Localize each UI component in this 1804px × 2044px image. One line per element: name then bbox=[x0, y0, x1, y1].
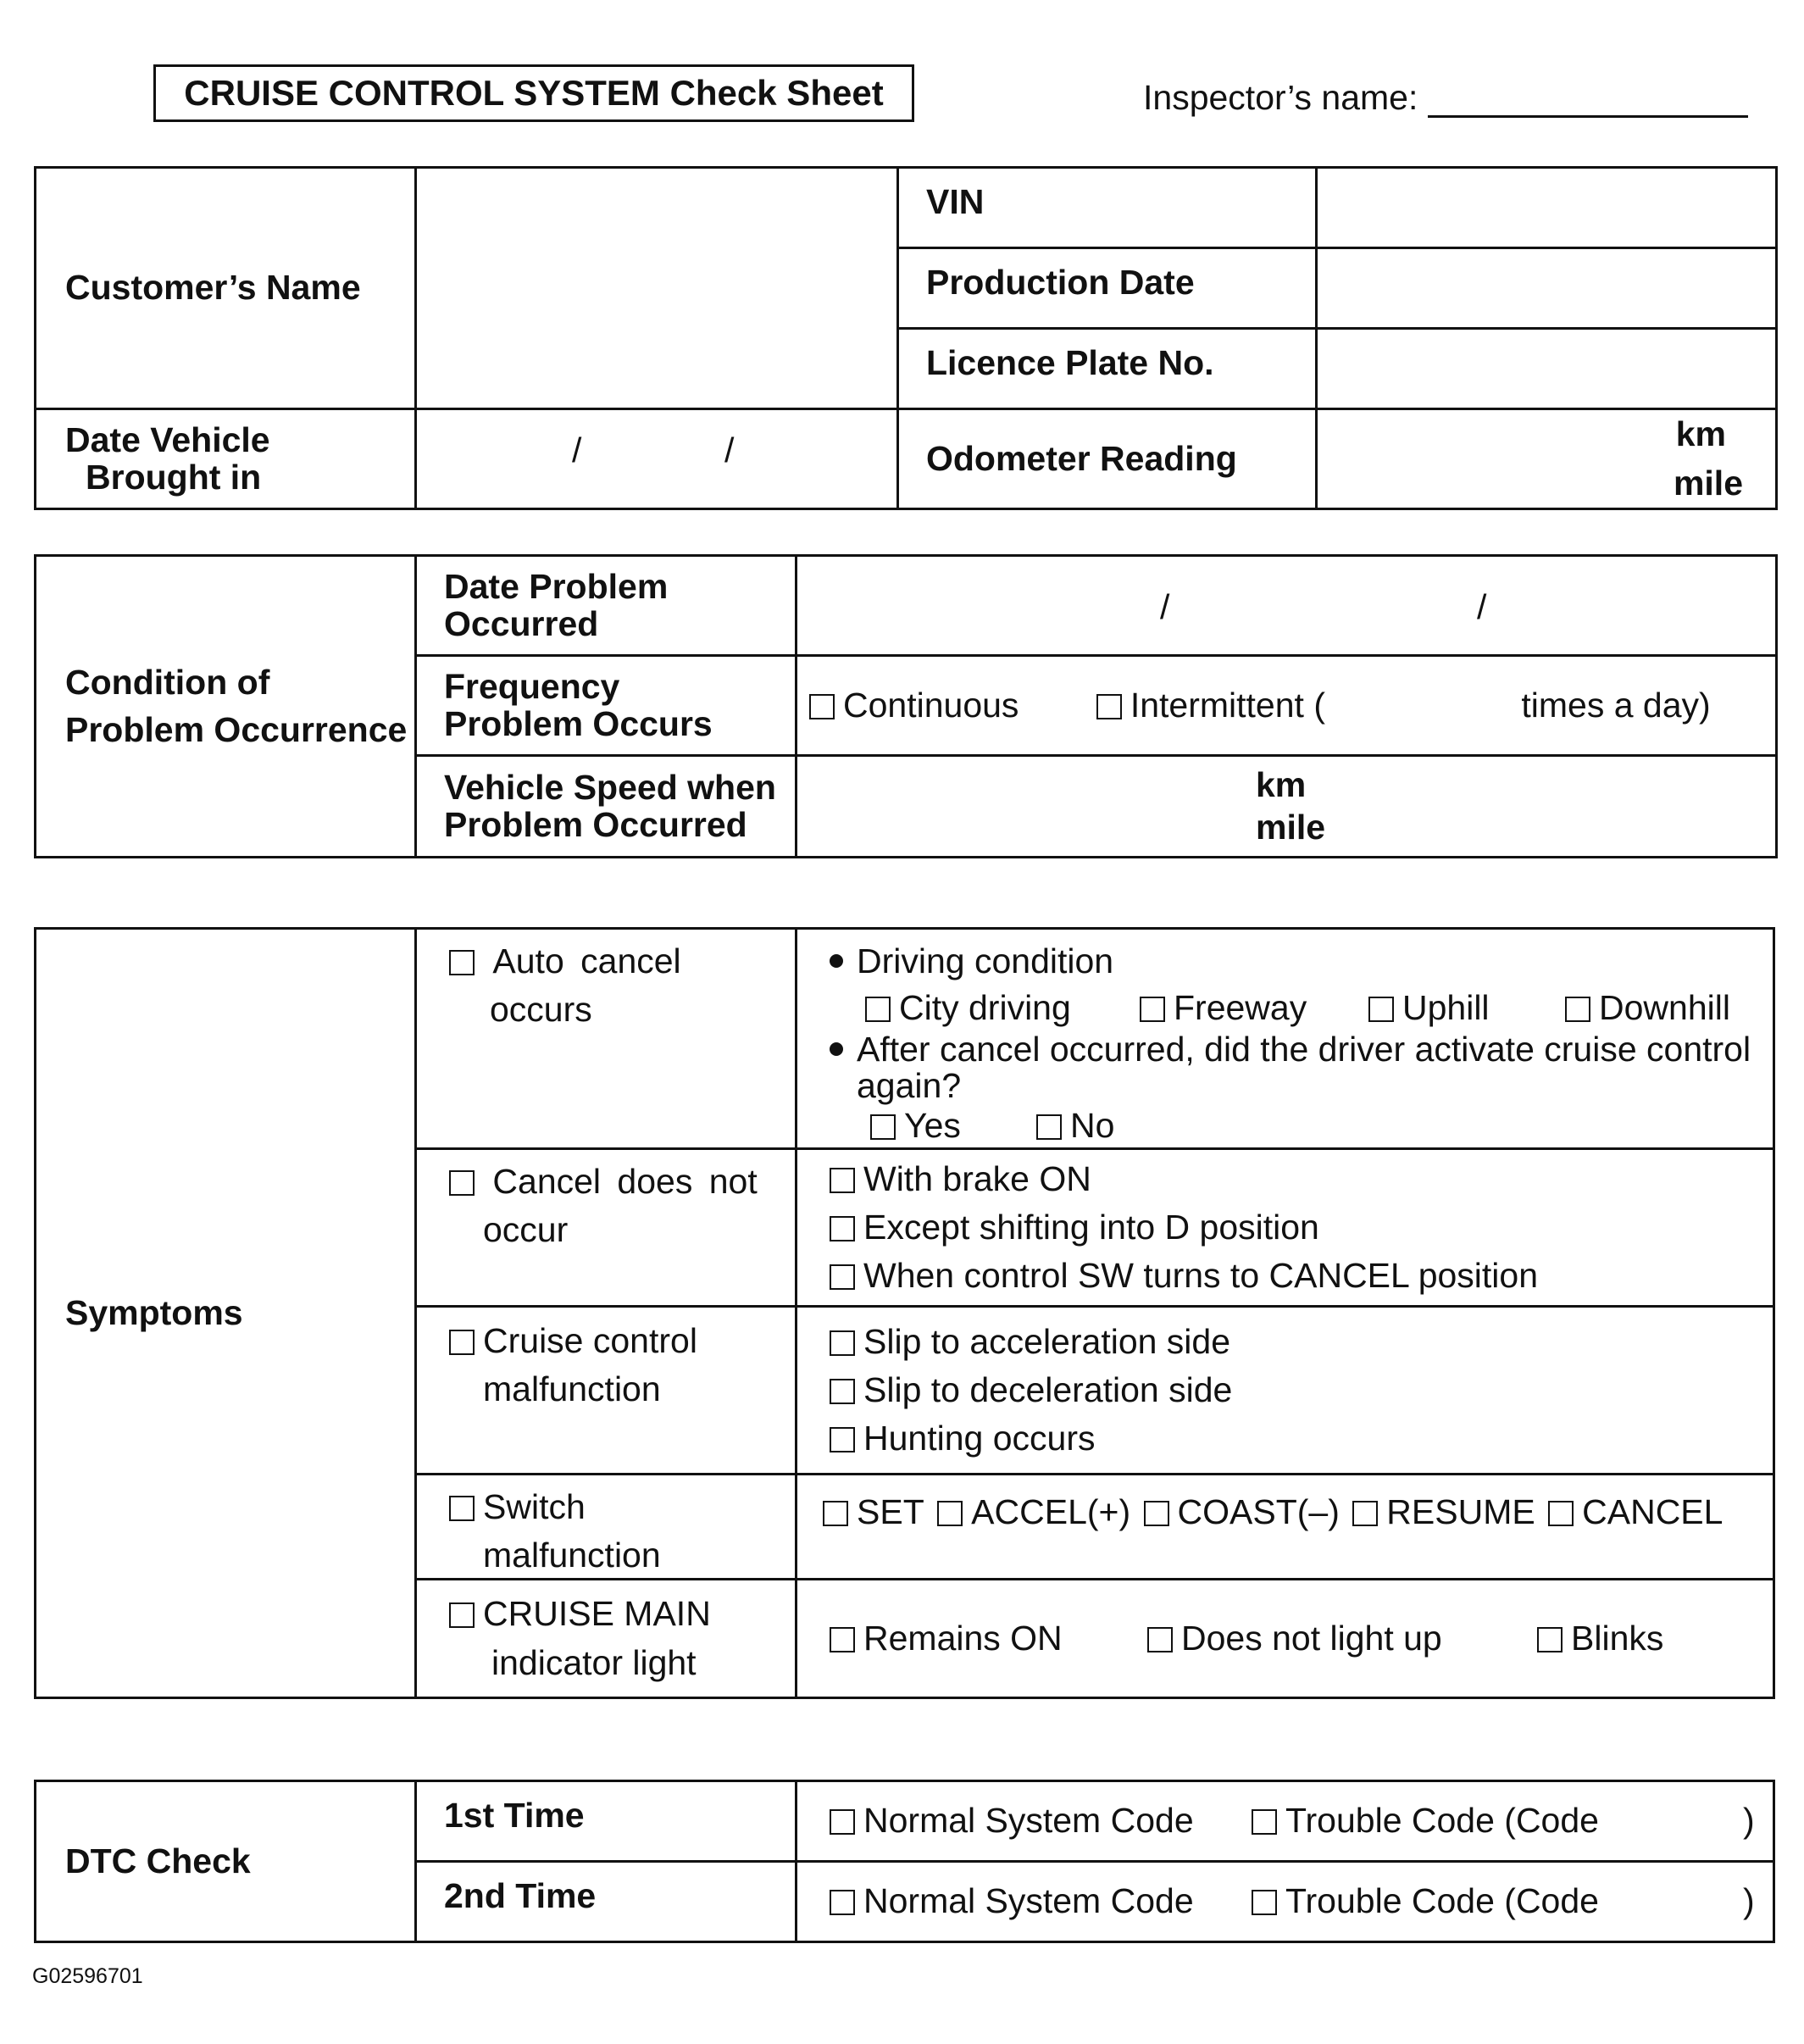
option-label: Freeway bbox=[1174, 988, 1307, 1028]
checkbox[interactable] bbox=[449, 1602, 475, 1628]
option-label: CANCEL bbox=[1582, 1492, 1724, 1531]
after-cancel-question: After cancel occurred, did the driver activate cruise control bbox=[857, 1030, 1751, 1069]
checkbox[interactable] bbox=[830, 1330, 855, 1356]
date-brought-in-label bbox=[36, 409, 416, 509]
odometer-unit-km: km bbox=[1675, 414, 1726, 454]
vin-label: VIN bbox=[898, 168, 1317, 248]
cruise-malfunction-option bbox=[416, 1307, 797, 1475]
option-trouble-code[interactable] bbox=[1252, 1883, 1743, 1919]
date-problem-field[interactable] bbox=[797, 556, 1777, 656]
checkbox[interactable] bbox=[1147, 1627, 1173, 1652]
vehicle-speed-field[interactable] bbox=[797, 756, 1777, 858]
symptoms-table bbox=[34, 927, 1775, 1699]
option-except-shifting[interactable] bbox=[830, 1209, 1773, 1246]
option-label: Trouble Code (Code bbox=[1285, 1801, 1599, 1841]
odometer-label: Odometer Reading bbox=[898, 409, 1317, 509]
vehicle-speed-label bbox=[416, 756, 797, 858]
option-downhill[interactable] bbox=[1565, 990, 1730, 1026]
switch-malfunction-option bbox=[416, 1475, 797, 1580]
option-continuous[interactable] bbox=[809, 687, 1019, 724]
frequency-field bbox=[797, 656, 1777, 756]
frequency-label-line1: Frequency bbox=[444, 667, 620, 707]
odometer-unit-mile: mile bbox=[1673, 463, 1743, 503]
option-label: Auto cancel bbox=[492, 941, 681, 980]
production-date-label: Production Date bbox=[898, 248, 1317, 329]
date-problem-label bbox=[416, 556, 797, 656]
driving-condition-label: Driving condition bbox=[857, 941, 1114, 980]
option-label: Yes bbox=[904, 1106, 961, 1146]
checkbox[interactable] bbox=[1537, 1627, 1563, 1652]
bullet-icon bbox=[830, 1042, 843, 1056]
option-normal-code[interactable] bbox=[830, 1883, 1252, 1919]
option-label: ACCEL(+) bbox=[971, 1492, 1131, 1531]
checkbox[interactable] bbox=[449, 950, 475, 975]
checkbox[interactable] bbox=[937, 1501, 963, 1526]
date-brought-in-label-line2: Brought in bbox=[86, 457, 262, 497]
checkbox[interactable] bbox=[809, 694, 835, 719]
checkbox[interactable] bbox=[1036, 1114, 1062, 1140]
option-yes[interactable] bbox=[870, 1108, 1036, 1144]
option-normal-code[interactable] bbox=[830, 1802, 1252, 1839]
option-city-driving[interactable] bbox=[865, 990, 1140, 1026]
option-label: Normal System Code bbox=[863, 1881, 1194, 1921]
option-resume[interactable] bbox=[1352, 1494, 1535, 1530]
date-separator: / bbox=[572, 430, 582, 469]
option-label: With brake ON bbox=[863, 1158, 1091, 1198]
checkbox[interactable] bbox=[449, 1496, 475, 1521]
option-label: Switch bbox=[483, 1487, 586, 1526]
date-separator: / bbox=[724, 430, 735, 469]
vehicle-info-table bbox=[34, 166, 1778, 510]
indicator-light-details bbox=[797, 1580, 1774, 1698]
option-with-brake-on[interactable] bbox=[830, 1158, 1773, 1198]
first-time-label: 1st Time bbox=[416, 1781, 797, 1862]
option-label: Cruise control bbox=[483, 1321, 697, 1360]
inspector-name-label: Inspector’s name: bbox=[1143, 78, 1418, 117]
production-date-field[interactable] bbox=[1317, 248, 1777, 329]
checkbox[interactable] bbox=[1565, 997, 1590, 1022]
condition-label-line2: Problem Occurrence bbox=[65, 709, 408, 749]
switch-malfunction-details bbox=[797, 1475, 1774, 1580]
option-label-cont: indicator light bbox=[491, 1642, 697, 1682]
customer-name-label: Customer’s Name bbox=[36, 168, 416, 409]
checkbox[interactable] bbox=[830, 1890, 855, 1915]
speed-unit-km: km bbox=[1256, 765, 1307, 805]
checkbox[interactable] bbox=[870, 1114, 896, 1140]
option-slip-accel[interactable] bbox=[830, 1321, 1773, 1361]
bullet-icon bbox=[830, 954, 843, 968]
option-label: Uphill bbox=[1402, 988, 1490, 1028]
licence-plate-label: Licence Plate No. bbox=[898, 329, 1317, 409]
customer-name-field[interactable] bbox=[416, 168, 898, 409]
checkbox[interactable] bbox=[1548, 1501, 1574, 1526]
date-separator: / bbox=[1477, 587, 1487, 626]
option-intermittent[interactable] bbox=[1096, 687, 1325, 724]
checkbox[interactable] bbox=[830, 1216, 855, 1241]
option-label: No bbox=[1070, 1106, 1115, 1146]
option-label: Downhill bbox=[1599, 988, 1730, 1028]
option-label: Continuous bbox=[843, 685, 1019, 725]
date-problem-label-line2: Occurred bbox=[444, 603, 599, 643]
option-cancel[interactable] bbox=[1548, 1494, 1723, 1530]
condition-section-label bbox=[36, 556, 416, 858]
condition-table bbox=[34, 554, 1778, 858]
option-label: Does not light up bbox=[1181, 1618, 1442, 1658]
option-label: When control SW turns to CANCEL position bbox=[863, 1256, 1539, 1296]
option-label: Hunting occurs bbox=[863, 1419, 1096, 1458]
option-blinks[interactable] bbox=[1537, 1620, 1663, 1657]
option-label-cont: malfunction bbox=[483, 1536, 661, 1575]
auto-cancel-details bbox=[797, 929, 1774, 1149]
odometer-field[interactable] bbox=[1317, 409, 1777, 509]
checkbox[interactable] bbox=[1252, 1809, 1277, 1835]
checkbox[interactable] bbox=[830, 1168, 855, 1193]
checkbox[interactable] bbox=[1096, 694, 1122, 719]
option-label-cont: malfunction bbox=[483, 1369, 661, 1409]
option-label: Slip to deceleration side bbox=[863, 1369, 1233, 1409]
date-brought-in-field[interactable] bbox=[416, 409, 898, 509]
option-label: SET bbox=[857, 1492, 924, 1531]
option-label: RESUME bbox=[1386, 1492, 1535, 1531]
second-time-options bbox=[797, 1862, 1774, 1942]
condition-label-line1: Condition of bbox=[65, 663, 270, 703]
second-time-label: 2nd Time bbox=[416, 1862, 797, 1942]
option-label: Blinks bbox=[1571, 1618, 1664, 1658]
frequency-label-line2: Problem Occurs bbox=[444, 703, 713, 743]
option-freeway[interactable] bbox=[1140, 990, 1368, 1026]
symptoms-section-label: Symptoms bbox=[36, 929, 416, 1698]
option-label: Cancel does not bbox=[492, 1162, 758, 1201]
speed-unit-mile: mile bbox=[1256, 807, 1326, 847]
option-slip-decel[interactable] bbox=[830, 1369, 1773, 1409]
vin-field[interactable] bbox=[1317, 168, 1777, 248]
close-paren: ) bbox=[1743, 1801, 1755, 1841]
dtc-section-label: DTC Check bbox=[36, 1781, 416, 1942]
option-label-cont: occurs bbox=[490, 990, 592, 1030]
option-label: CRUISE MAIN bbox=[483, 1594, 711, 1634]
option-label: Intermittent ( bbox=[1130, 685, 1325, 725]
checkbox[interactable] bbox=[449, 1330, 475, 1355]
checkbox[interactable] bbox=[823, 1501, 848, 1526]
cruise-malfunction-details bbox=[797, 1307, 1774, 1475]
date-separator: / bbox=[1160, 587, 1170, 626]
option-set[interactable] bbox=[823, 1494, 924, 1530]
sheet-title: CRUISE CONTROL SYSTEM Check Sheet bbox=[153, 64, 914, 122]
cancel-not-occur-option bbox=[416, 1149, 797, 1307]
times-a-day-label: times a day) bbox=[1521, 685, 1711, 725]
vehicle-speed-label-line1: Vehicle Speed when bbox=[444, 768, 776, 808]
indicator-light-option bbox=[416, 1580, 797, 1698]
option-trouble-code[interactable] bbox=[1252, 1802, 1743, 1839]
option-when-control-sw[interactable] bbox=[830, 1258, 1773, 1294]
option-does-not-light[interactable] bbox=[1147, 1620, 1537, 1657]
checkbox[interactable] bbox=[830, 1627, 855, 1652]
option-no[interactable] bbox=[1036, 1108, 1114, 1144]
checkbox[interactable] bbox=[830, 1264, 855, 1290]
cancel-not-occur-details bbox=[797, 1149, 1774, 1307]
option-label: Remains ON bbox=[863, 1618, 1063, 1658]
option-coast[interactable] bbox=[1144, 1494, 1340, 1530]
date-problem-label-line1: Date Problem bbox=[444, 567, 669, 607]
option-label: Slip to acceleration side bbox=[863, 1321, 1231, 1361]
checkbox[interactable] bbox=[830, 1379, 855, 1404]
option-accel[interactable] bbox=[937, 1494, 1130, 1530]
option-label: COAST(–) bbox=[1177, 1492, 1340, 1531]
option-uphill[interactable] bbox=[1368, 990, 1565, 1026]
close-paren: ) bbox=[1743, 1881, 1755, 1921]
inspector-name-field bbox=[1143, 78, 1748, 118]
checkbox[interactable] bbox=[1252, 1890, 1277, 1915]
option-remains-on[interactable] bbox=[830, 1620, 1147, 1657]
after-cancel-question-cont: again? bbox=[857, 1066, 962, 1106]
checkbox[interactable] bbox=[1144, 1501, 1169, 1526]
dtc-check-table bbox=[34, 1780, 1775, 1943]
option-hunting[interactable] bbox=[830, 1420, 1773, 1457]
frequency-label bbox=[416, 656, 797, 756]
checkbox[interactable] bbox=[449, 1170, 475, 1196]
date-brought-in-label-line1: Date Vehicle bbox=[65, 420, 270, 460]
checkbox[interactable] bbox=[865, 997, 891, 1022]
option-label: City driving bbox=[899, 988, 1071, 1028]
vehicle-speed-label-line2: Problem Occurred bbox=[444, 804, 747, 844]
first-time-options bbox=[797, 1781, 1774, 1862]
licence-plate-field[interactable] bbox=[1317, 329, 1777, 409]
checkbox[interactable] bbox=[1368, 997, 1394, 1022]
option-label-cont: occur bbox=[483, 1210, 569, 1250]
option-label: Normal System Code bbox=[863, 1801, 1194, 1841]
checkbox[interactable] bbox=[1140, 997, 1165, 1022]
figure-id: G02596701 bbox=[32, 1964, 143, 1988]
checkbox[interactable] bbox=[830, 1809, 855, 1835]
option-label: Trouble Code (Code bbox=[1285, 1881, 1599, 1921]
inspector-name-input-line[interactable] bbox=[1428, 82, 1748, 118]
option-label: Except shifting into D position bbox=[863, 1207, 1319, 1247]
checkbox[interactable] bbox=[830, 1427, 855, 1452]
checkbox[interactable] bbox=[1352, 1501, 1378, 1526]
auto-cancel-option bbox=[416, 929, 797, 1149]
